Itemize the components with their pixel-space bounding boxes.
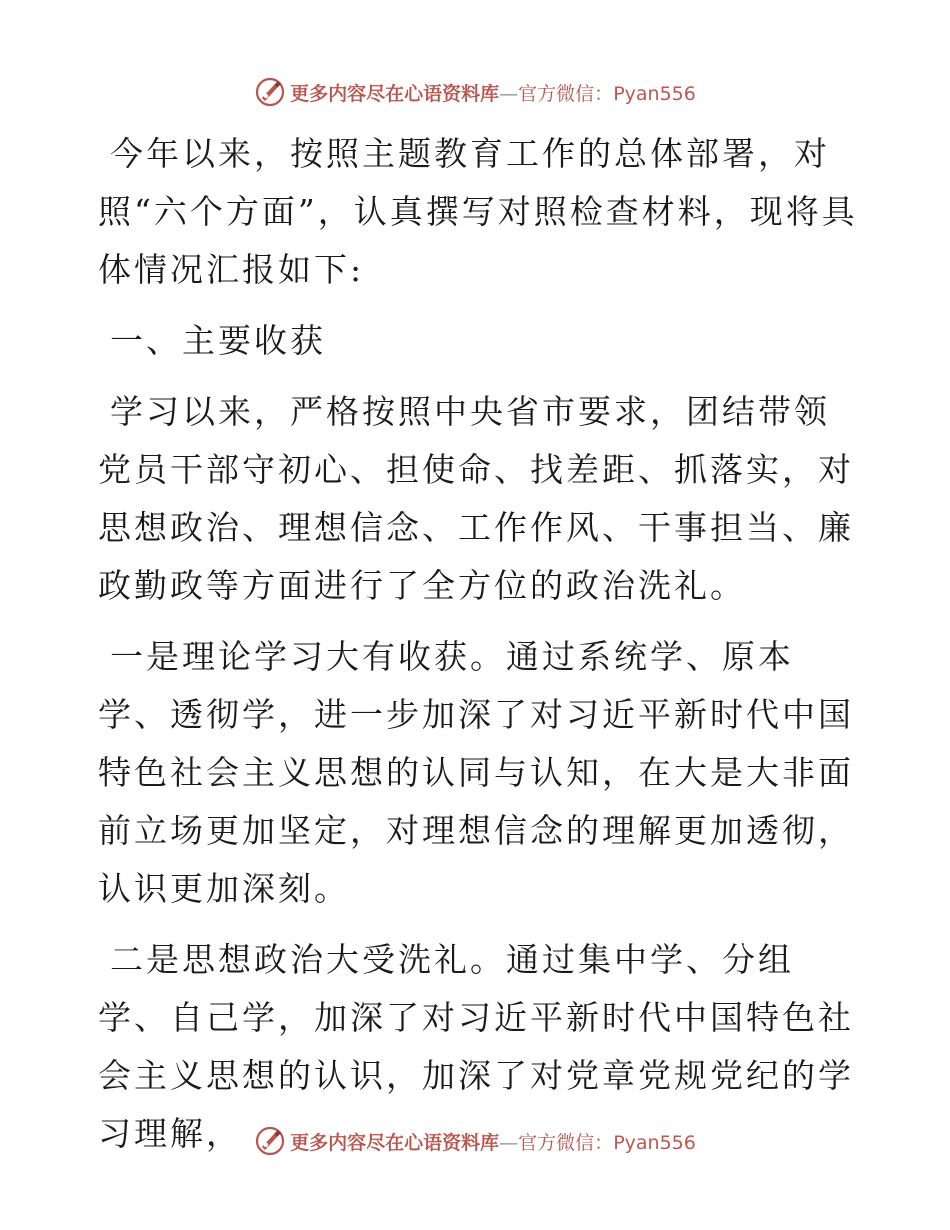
watermark-brand: 更多内容尽在心语资料库 bbox=[290, 1131, 500, 1154]
intro-paragraph: 今年以来，按照主题教育工作的总体部署，对照“六个方面”，认真撰写对照检查材料，现将具体情况汇报如下: bbox=[98, 134, 858, 289]
body-paragraph-1: 学习以来，严格按照中央省市要求，团结带领党员干部守初心、担使命、找差距、抓落实，对思想政治、理想信念、工作作风、干事担当、廉政勤政等方面进行了全方位的政治洗礼。 bbox=[98, 392, 854, 605]
header-watermark bbox=[0, 72, 950, 112]
body-paragraph-2: 一是理论学习大有收获。通过系统学、原本学、透彻学，进一步加深了对习近平新时代中国特色社会主义思想的认同与认知，在大是大非面前立场更加坚定，对理想信念的理解更加透彻，认识更加深刻。 bbox=[98, 637, 854, 908]
watermark-brand: 更多内容尽在心语资料库 bbox=[290, 82, 500, 105]
watermark-label: 官方微信： bbox=[518, 1131, 614, 1154]
footer-watermark bbox=[0, 1121, 950, 1161]
document-body bbox=[98, 125, 858, 1176]
body-paragraph-3: 二是思想政治大受洗礼。通过集中学、分组学、自己学，加深了对习近平新时代中国特色社会主义思想的认识，加深了对党章党规党纪的学习理解， bbox=[98, 940, 854, 1153]
watermark-separator: — bbox=[499, 1131, 519, 1154]
section-heading: 一、主要收获 bbox=[110, 321, 326, 360]
watermark-wechat-id: Pyan556 bbox=[613, 1131, 696, 1154]
watermark-wechat-id: Pyan556 bbox=[613, 82, 696, 105]
watermark-label: 官方微信： bbox=[518, 82, 614, 105]
pen-logo-icon bbox=[254, 1125, 286, 1157]
watermark-separator: — bbox=[499, 82, 519, 105]
pen-logo-icon bbox=[254, 76, 286, 108]
watermark-text bbox=[290, 1128, 696, 1155]
watermark-text bbox=[290, 79, 696, 106]
